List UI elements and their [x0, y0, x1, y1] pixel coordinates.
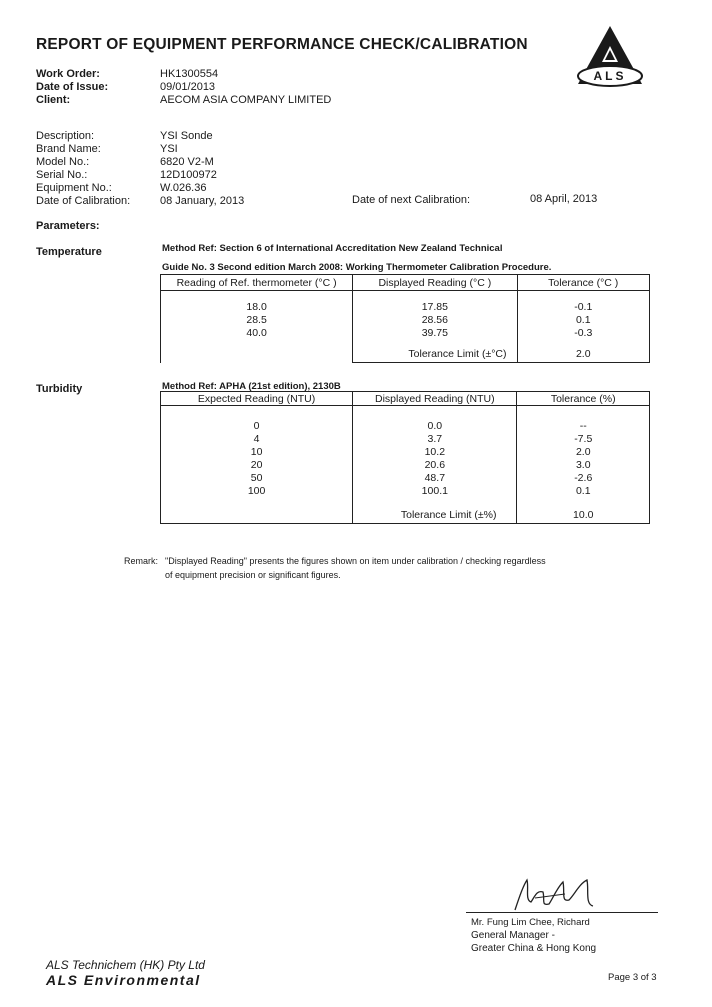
table-row-tolerance: 0.1 [575, 485, 591, 497]
turbidity-limit-label: Tolerance Limit (±%) [400, 509, 497, 521]
table-row-displayed: 48.7 [424, 472, 446, 484]
table-row-ref: 28.5 [246, 314, 267, 326]
report-title: REPORT OF EQUIPMENT PERFORMANCE CHECK/CALIBRATION [36, 36, 528, 53]
equipment-no-label: Equipment No.: [36, 182, 112, 194]
turbidity-tolerance-cell [517, 406, 650, 524]
calibration-date-value: 08 January, 2013 [160, 195, 245, 207]
temperature-method-line1: Method Ref: Section 6 of International Accreditation New Zealand Technical [162, 243, 503, 254]
turbidity-table [160, 391, 650, 524]
table-row-displayed: 3.7 [427, 433, 443, 445]
table-row-tolerance: 3.0 [575, 459, 591, 471]
table-row-tolerance: -0.1 [574, 301, 593, 313]
description-value: YSI Sonde [160, 130, 213, 142]
page-number: Page 3 of 3 [608, 972, 657, 983]
parameters-label: Parameters: [36, 220, 100, 232]
work-order-label: Work Order: [36, 68, 100, 80]
temperature-table [160, 274, 650, 363]
table-row-expected: 50 [250, 472, 263, 484]
date-of-issue-value: 09/01/2013 [160, 81, 216, 93]
table-row-displayed: 28.56 [421, 314, 448, 326]
turbidity-col-expected: Expected Reading (NTU) [161, 392, 353, 406]
table-row-ref: 40.0 [246, 327, 267, 339]
table-row-expected: 10 [250, 446, 263, 458]
next-calibration-value: 08 April, 2013 [530, 193, 598, 205]
remark-line2: of equipment precision or significant figures. [165, 570, 341, 580]
client-label: Client: [36, 94, 71, 106]
table-row-displayed: 17.85 [421, 301, 448, 313]
temperature-col-ref: Reading of Ref. thermometer (°C ) [161, 275, 353, 291]
table-row-displayed: 0.0 [427, 420, 443, 432]
table-row-displayed: 10.2 [424, 446, 446, 458]
table-row-expected: 0 [253, 420, 260, 432]
work-order-value: HK1300554 [160, 68, 219, 80]
date-of-issue-label: Date of Issue: [36, 81, 109, 93]
temperature-col-displayed: Displayed Reading (°C ) [353, 275, 517, 291]
next-calibration-label: Date of next Calibration: [352, 194, 471, 206]
table-row-displayed: 39.75 [421, 327, 448, 339]
signature-line [466, 912, 658, 913]
remark-label: Remark: [124, 556, 159, 566]
signatory-name: Mr. Fung Lim Chee, Richard [471, 917, 590, 928]
table-row-displayed: 100.1 [421, 485, 448, 497]
table-row-expected: 20 [250, 459, 263, 471]
temperature-tolerance-cell [517, 291, 650, 363]
turbidity-displayed-cell [353, 406, 517, 524]
signatory-region: Greater China & Hong Kong [471, 943, 597, 954]
table-row-tolerance: 0.1 [575, 314, 591, 326]
handwritten-signature [505, 870, 615, 915]
table-row-displayed: 20.6 [424, 459, 446, 471]
footer-brand: ALS Environmental [46, 972, 201, 988]
turbidity-expected-cell [161, 406, 353, 524]
model-value: 6820 V2-M [160, 156, 214, 168]
temperature-ref-cell [161, 291, 353, 363]
temperature-method-line2: Guide No. 3 Second edition March 2008: Working Thermometer Calibration Procedure. [162, 262, 552, 273]
als-logo [574, 24, 646, 92]
temperature-displayed-cell [353, 291, 517, 363]
table-row-expected: 100 [247, 485, 266, 497]
model-label: Model No.: [36, 156, 90, 168]
brand-label: Brand Name: [36, 143, 101, 155]
serial-label: Serial No.: [36, 169, 88, 181]
table-row-tolerance: -2.6 [574, 472, 593, 484]
serial-value: 12D100972 [160, 169, 217, 181]
table-row-tolerance: -0.3 [574, 327, 593, 339]
turbidity-method-line1: Method Ref: APHA (21st edition), 2130B [162, 381, 341, 392]
table-row-expected: 4 [253, 433, 260, 445]
logo-text: ALS [593, 69, 627, 83]
temperature-limit-label: Tolerance Limit (±°C) [408, 348, 507, 360]
signatory-position: General Manager - [471, 930, 555, 941]
footer-company: ALS Technichem (HK) Pty Ltd [46, 958, 205, 972]
client-value: AECOM ASIA COMPANY LIMITED [160, 94, 332, 106]
table-row-ref: 18.0 [246, 301, 267, 313]
temperature-section-label: Temperature [36, 246, 102, 258]
temperature-limit-value: 2.0 [575, 348, 591, 360]
calibration-date-label: Date of Calibration: [36, 195, 131, 207]
table-row-tolerance: -- [579, 420, 587, 432]
turbidity-section-label: Turbidity [36, 383, 83, 395]
turbidity-col-displayed: Displayed Reading (NTU) [353, 392, 517, 406]
temperature-col-tolerance: Tolerance (°C ) [517, 275, 650, 291]
turbidity-col-tolerance: Tolerance (%) [517, 392, 650, 406]
table-row-tolerance: -7.5 [574, 433, 593, 445]
equipment-no-value: W.026.36 [160, 182, 207, 194]
description-label: Description: [36, 130, 95, 142]
brand-value: YSI [160, 143, 178, 155]
remark-line1: "Displayed Reading" presents the figures shown on item under calibration / checking regardless [165, 556, 546, 566]
turbidity-limit-value: 10.0 [573, 509, 594, 521]
table-row-tolerance: 2.0 [575, 446, 591, 458]
